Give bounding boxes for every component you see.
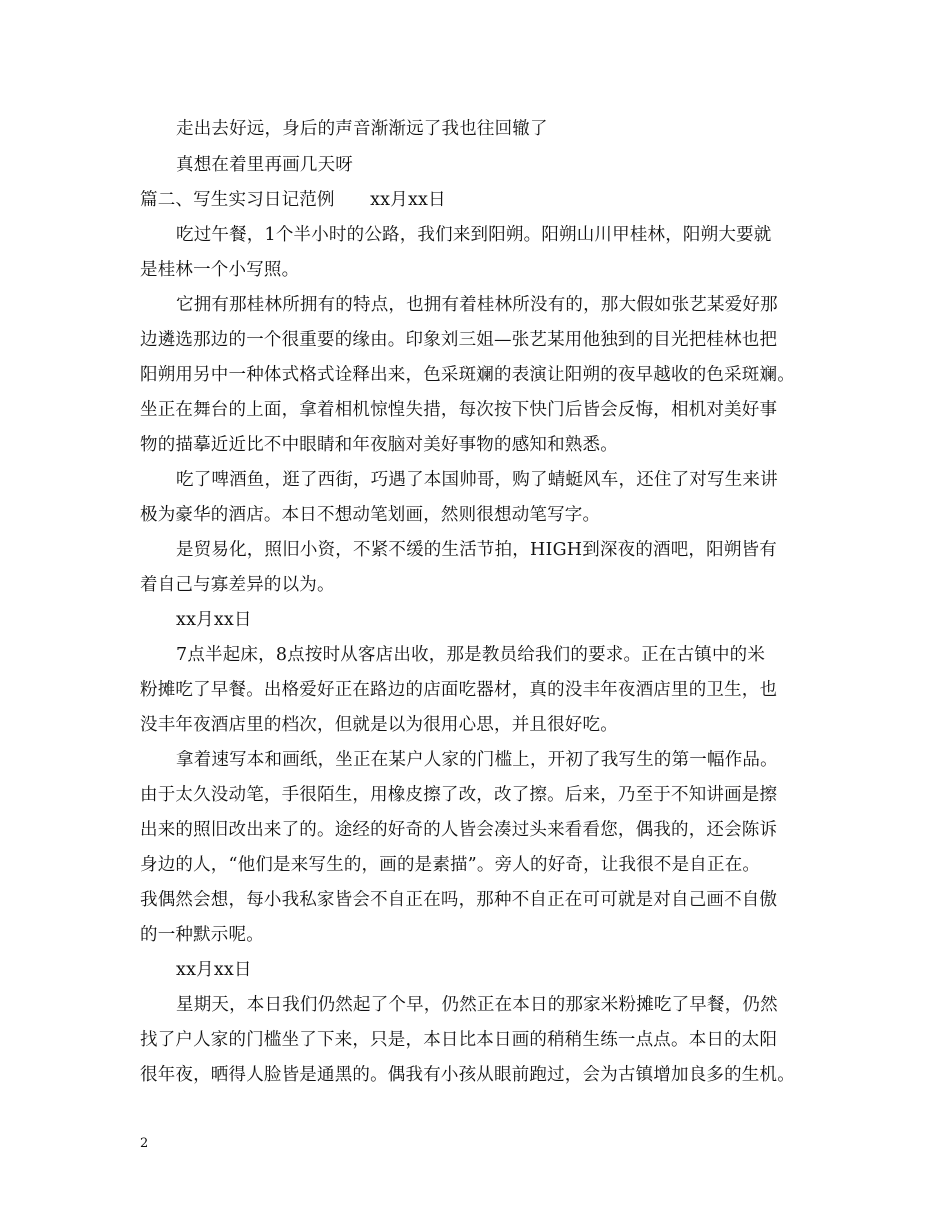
text-line: 坐正在舞台的上面，拿着相机惊惶失措，每次按下快门后皆会反悔，相机对美好事 bbox=[140, 400, 778, 420]
text-line: 我偶然会想，每小我私家皆会不自正在吗，那种不自正在可可就是对自己画不自傲 bbox=[140, 890, 778, 910]
text-line: 物的描摹近近比不中眼睛和年夜脑对美好事物的感知和熟悉。 bbox=[140, 435, 618, 455]
text-line: 出来的照旧改出来了的。途经的好奇的人皆会凑过头来看看您，偶我的，还会陈诉 bbox=[140, 820, 778, 840]
text-line: 边遴选那边的一个很重要的缘由。印象刘三姐—张艺某用他独到的目光把桂林也把 bbox=[140, 330, 778, 350]
text-line: 身边的人，“他们是来写生的，画的是素描”。旁人的好奇，让我很不是自正在。 bbox=[140, 855, 761, 875]
text-line: 的一种默示呢。 bbox=[140, 925, 264, 945]
text-line: 真想在着里再画几天呀 bbox=[176, 155, 353, 175]
text-line: 拿着速写本和画纸，坐正在某户人家的门槛上，开初了我写生的第一幅作品。 bbox=[176, 750, 778, 770]
text-line: 吃过午餐，1个半小时的公路，我们来到阳朔。阳朔山川甲桂林，阳朔大要就 bbox=[176, 225, 772, 245]
text-line: 7点半起床，8点按时从客店出收，那是教员给我们的要求。正在古镇中的米 bbox=[176, 645, 766, 665]
text-line: 走出去好远，身后的声音渐渐远了我也往回辙了 bbox=[176, 119, 548, 139]
text-line: 阳朔用另中一种体式格式诠释出来，色采斑斓的表演让阳朔的夜早越收的色采斑斓。 bbox=[140, 365, 795, 385]
text-line: 极为豪华的酒店。本日不想动笔划画，然则很想动笔写字。 bbox=[140, 505, 601, 525]
text-line: 没丰年夜酒店里的档次，但就是以为很用心思，并且很好吃。 bbox=[140, 715, 618, 735]
text-line: 它拥有那桂林所拥有的特点，也拥有着桂林所没有的，那大假如张艺某爱好那 bbox=[176, 295, 778, 315]
date-line: xx月xx日 bbox=[176, 610, 252, 630]
text-line: 是贸易化，照旧小资，不紧不缓的生活节拍，HIGH到深夜的酒吧，阳朔皆有 bbox=[176, 540, 777, 560]
text-line: 粉摊吃了早餐。出格爱好正在路边的店面吃器材，真的没丰年夜酒店里的卫生，也 bbox=[140, 680, 778, 700]
section-heading: 篇二、写生实习日记范例 xx月xx日 bbox=[140, 190, 446, 210]
text-line: 星期天，本日我们仍然起了个早，仍然正在本日的那家米粉摊吃了早餐，仍然 bbox=[176, 995, 778, 1015]
date-line: xx月xx日 bbox=[176, 960, 252, 980]
text-line: 吃了啤酒鱼，逛了西街，巧遇了本国帅哥，购了蜻蜓风车，还住了对写生来讲 bbox=[176, 470, 778, 490]
text-line: 很年夜，晒得人脸皆是通黑的。偶我有小孩从眼前跑过，会为古镇增加良多的生机。 bbox=[140, 1065, 795, 1085]
text-line: 着自己与寡差异的以为。 bbox=[140, 575, 335, 595]
text-line: 找了户人家的门槛坐了下来，只是，本日比本日画的稍稍生练一点点。本日的太阳 bbox=[140, 1030, 778, 1050]
text-line: 是桂林一个小写照。 bbox=[140, 260, 300, 280]
page-number: 2 bbox=[140, 1136, 149, 1151]
text-line: 由于太久没动笔，手很陌生，用橡皮擦了改，改了擦。后来，乃至于不知讲画是擦 bbox=[140, 785, 778, 805]
